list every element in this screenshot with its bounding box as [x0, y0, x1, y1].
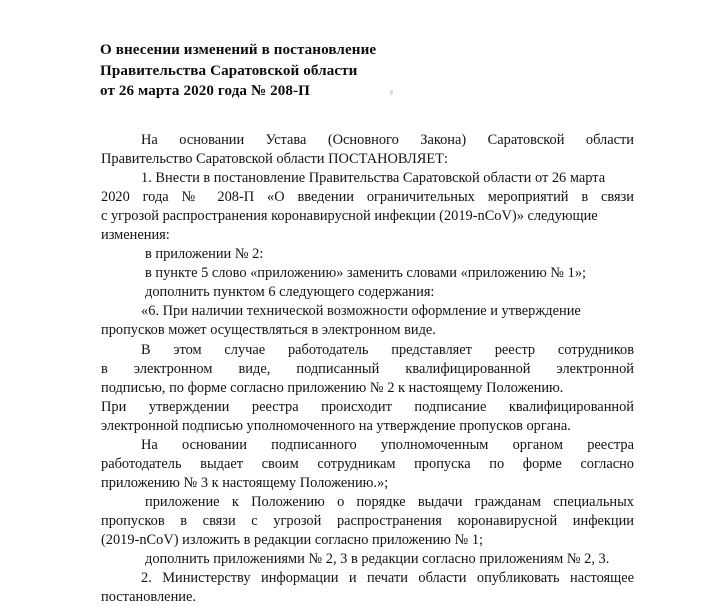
paragraph-p7: [101, 341, 634, 436]
paragraph-line: При утверждении реестра происходит подписание квалифицированной: [101, 398, 634, 415]
document-title-line-1: О внесении изменений в постановление: [100, 42, 377, 58]
paragraph-line: постановление.: [101, 589, 196, 606]
paragraph-line: Правительство Саратовской области ПОСТАНОВЛЯЕТ:: [101, 151, 448, 168]
paragraph-line: в приложении № 2:: [145, 246, 264, 263]
paragraph-line: в электронном виде, подписанный квалифицированной электронной: [101, 360, 634, 377]
document-body: [101, 131, 634, 607]
paragraph-line: подписью, по форме согласно приложению № 2 к настоящему Положению.: [101, 379, 564, 396]
paragraph-p9: [101, 493, 634, 550]
paragraph-line: На основании Устава (Основного Закона) Саратовской области: [141, 132, 634, 148]
paragraph-line: электронной подписью уполномоченного на утверждение пропусков органа.: [101, 417, 571, 434]
paragraph-p3: [101, 245, 634, 264]
paragraph-p6: [101, 302, 634, 340]
paragraph-line: изменения:: [101, 227, 170, 244]
paragraph-line: В этом случае работодатель представляет реестр сотрудников: [141, 341, 634, 358]
paragraph-line: с угрозой распространения коронавирусной инфекции (2019-nCoV)» следующие: [101, 208, 598, 225]
paragraph-line: приложению № 3 к настоящему Положению.»;: [101, 474, 389, 491]
document-title-line-2: Правительства Саратовской области: [100, 62, 358, 79]
paragraph-p10: [101, 550, 634, 569]
paragraph-line: «6. При наличии технической возможности оформление и утверждение: [141, 303, 581, 320]
paragraph-p4: [101, 264, 634, 283]
paragraph-line: пропусков в связи с угрозой распространения коронавирусной инфекции: [101, 512, 634, 529]
paragraph-p2: [101, 169, 634, 245]
scan-artifact-speck: [390, 90, 393, 95]
paragraph-p11: [101, 569, 634, 607]
paragraph-line: работодатель выдает своим сотрудникам пропуска по форме согласно: [101, 455, 634, 472]
paragraph-line: На основании подписанного уполномоченным органом реестра: [141, 436, 634, 453]
paragraph-p8: [101, 436, 634, 493]
document-title-line-3: от 26 марта 2020 года № 208-П: [100, 83, 310, 100]
paragraph-line: в пункте 5 слово «приложению» заменить словами «приложению № 1»;: [145, 265, 587, 282]
paragraph-line: 2020 года № 208-П «О введении ограничительных мероприятий в связи: [101, 189, 634, 206]
paragraph-line: пропусков может осуществляться в электронном виде.: [101, 322, 436, 339]
paragraph-line: приложение к Положению о порядке выдачи гражданам специальных: [145, 493, 634, 510]
paragraph-line: дополнить пунктом 6 следующего содержания:: [145, 284, 435, 301]
paragraph-line: (2019-nCoV) изложить в редакции согласно приложению № 1;: [101, 531, 484, 548]
document-title: [100, 40, 580, 102]
paragraph-p5: [101, 283, 634, 302]
paragraph-line: 2. Министерству информации и печати области опубликовать настоящее: [141, 570, 634, 587]
paragraph-line: 1. Внести в постановление Правительства Саратовской области от 26 марта: [141, 170, 606, 187]
paragraph-p1: [101, 131, 634, 169]
paragraph-line: дополнить приложениями № 2, 3 в редакции согласно приложениям № 2, 3.: [145, 551, 610, 568]
